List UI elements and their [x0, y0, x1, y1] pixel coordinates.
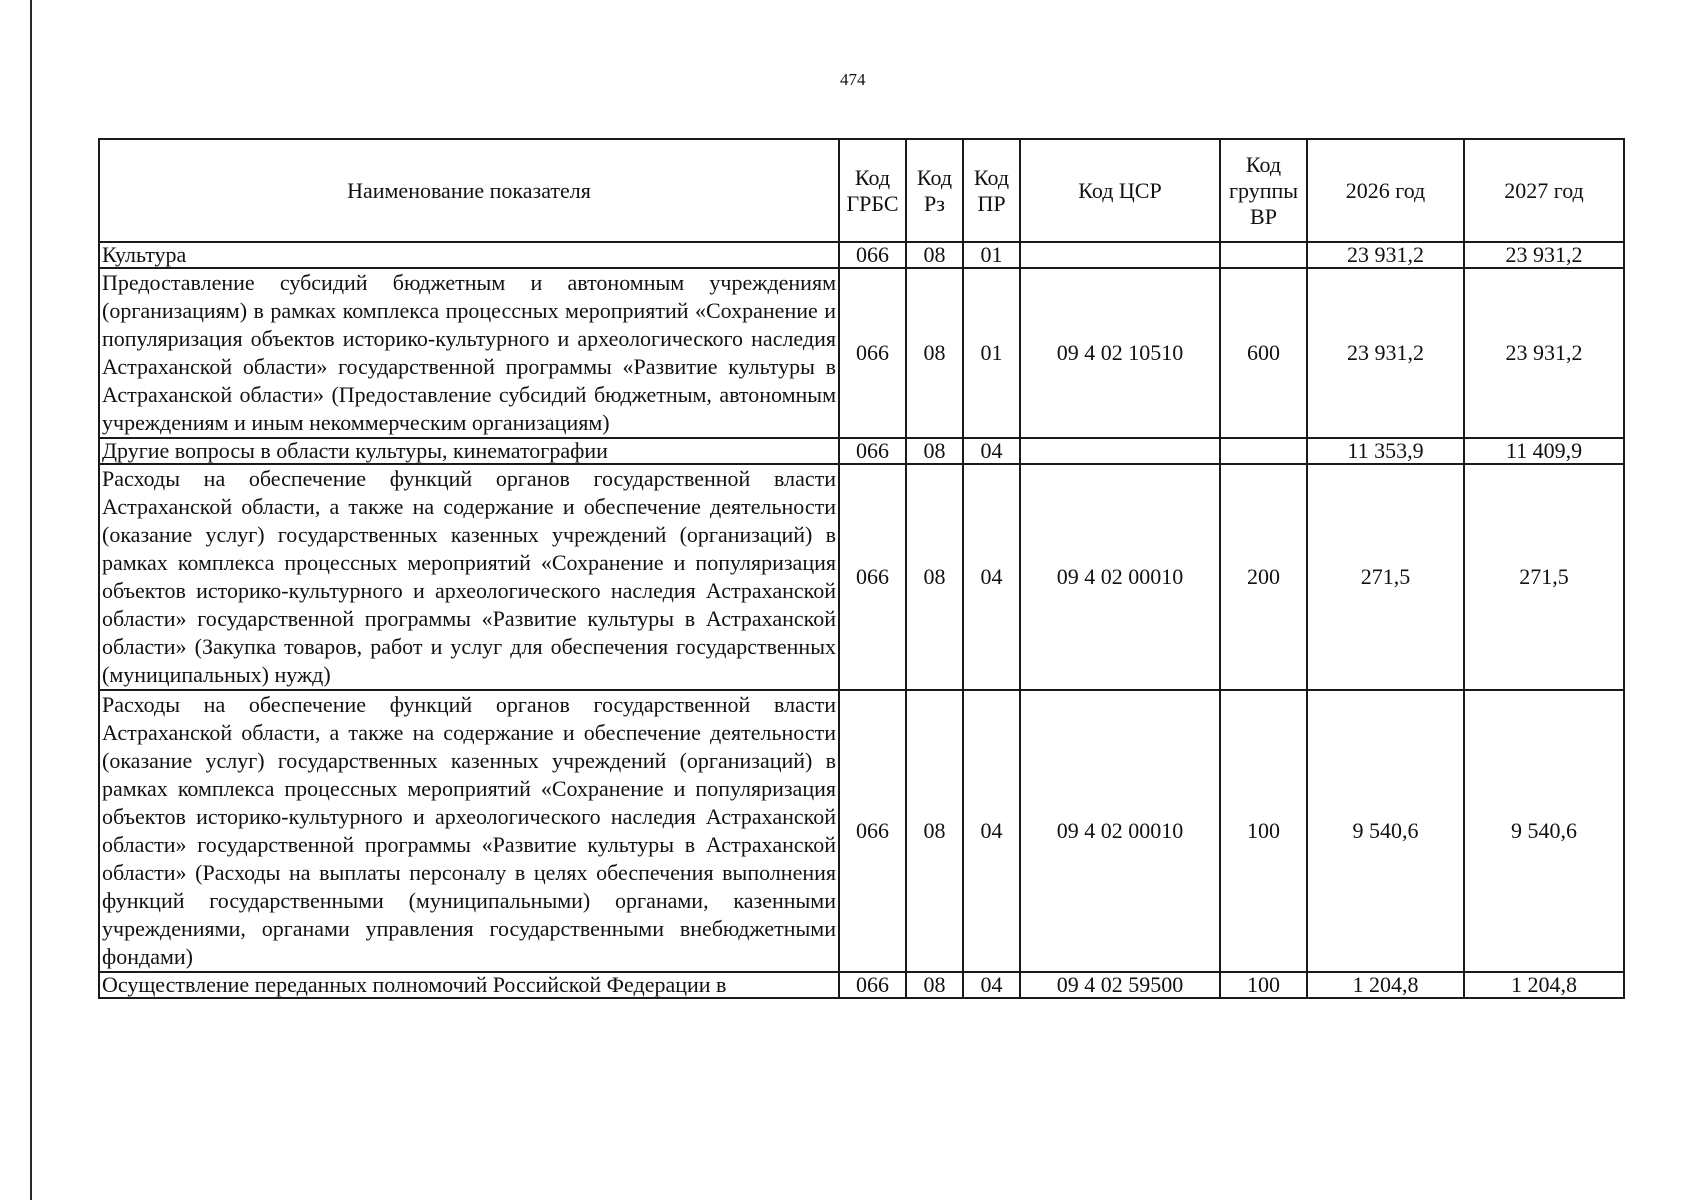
row-grbs: 066	[839, 972, 906, 998]
row-csr: 09 4 02 00010	[1020, 464, 1220, 690]
row-2027: 1 204,8	[1464, 972, 1624, 998]
table-header-row	[99, 139, 1624, 242]
row-pr: 01	[963, 268, 1020, 438]
row-rz: 08	[906, 268, 963, 438]
row-vr: 600	[1220, 268, 1307, 438]
table-row	[99, 972, 1624, 998]
row-name: Другие вопросы в области культуры, кинематографии	[99, 438, 839, 464]
row-pr: 04	[963, 438, 1020, 464]
row-rz: 08	[906, 972, 963, 998]
row-2027: 23 931,2	[1464, 268, 1624, 438]
scan-edge-line	[30, 0, 32, 1200]
header-grbs: Код ГРБС	[839, 139, 906, 242]
row-name: Расходы на обеспечение функций органов государственной власти Астраханской области, а также на содержание и обеспечение деятельности (оказание услуг) государственных казенных учреждений (организаций) в рамках комплекса процессных мероприятий «Сохранение и популяризация объектов историко-культурного и археологического наследия Астраханской области» государственной программы «Развитие культуры в Астраханской области» (Закупка товаров, работ и услуг для обеспечения государственных (муниципальных) нужд)	[99, 464, 839, 690]
row-2027: 11 409,9	[1464, 438, 1624, 464]
row-grbs: 066	[839, 242, 906, 268]
row-vr: 200	[1220, 464, 1307, 690]
table-row	[99, 464, 1624, 690]
row-2027: 271,5	[1464, 464, 1624, 690]
row-name: Осуществление переданных полномочий Российской Федерации в	[99, 972, 839, 998]
row-pr: 04	[963, 690, 1020, 972]
row-csr: 09 4 02 00010	[1020, 690, 1220, 972]
header-vr: Код группы ВР	[1220, 139, 1307, 242]
row-grbs: 066	[839, 268, 906, 438]
row-2026: 9 540,6	[1307, 690, 1464, 972]
row-vr	[1220, 438, 1307, 464]
row-vr: 100	[1220, 972, 1307, 998]
row-2026: 11 353,9	[1307, 438, 1464, 464]
header-name: Наименование показателя	[99, 139, 839, 242]
row-grbs: 066	[839, 690, 906, 972]
row-2027: 9 540,6	[1464, 690, 1624, 972]
header-csr: Код ЦСР	[1020, 139, 1220, 242]
budget-table	[98, 138, 1625, 999]
row-2026: 23 931,2	[1307, 242, 1464, 268]
row-grbs: 066	[839, 464, 906, 690]
row-rz: 08	[906, 464, 963, 690]
row-pr: 04	[963, 464, 1020, 690]
row-rz: 08	[906, 690, 963, 972]
row-name: Культура	[99, 242, 839, 268]
row-2026: 1 204,8	[1307, 972, 1464, 998]
row-vr: 100	[1220, 690, 1307, 972]
row-name: Расходы на обеспечение функций органов государственной власти Астраханской области, а также на содержание и обеспечение деятельности (оказание услуг) государственных казенных учреждений (организаций) в рамках комплекса процессных мероприятий «Сохранение и популяризация объектов историко-культурного и археологического наследия Астраханской области» государственной программы «Развитие культуры в Астраханской области» (Расходы на выплаты персоналу в целях обеспечения выполнения функций государственными (муниципальными) органами, казенными учреждениями, органами управления государственными внебюджетными фондами)	[99, 690, 839, 972]
row-rz: 08	[906, 242, 963, 268]
header-pr: Код ПР	[963, 139, 1020, 242]
table-row	[99, 438, 1624, 464]
row-csr: 09 4 02 10510	[1020, 268, 1220, 438]
header-2027: 2027 год	[1464, 139, 1624, 242]
header-2026: 2026 год	[1307, 139, 1464, 242]
table-row	[99, 268, 1624, 438]
row-2026: 23 931,2	[1307, 268, 1464, 438]
row-2027: 23 931,2	[1464, 242, 1624, 268]
table-row	[99, 690, 1624, 972]
row-2026: 271,5	[1307, 464, 1464, 690]
row-pr: 01	[963, 242, 1020, 268]
row-grbs: 066	[839, 438, 906, 464]
row-vr	[1220, 242, 1307, 268]
page-number: 474	[840, 70, 866, 89]
row-csr	[1020, 242, 1220, 268]
row-name: Предоставление субсидий бюджетным и автономным учреждениям (организациям) в рамках комплекса процессных мероприятий «Сохранение и популяризация объектов историко-культурного и археологического наследия Астраханской области» государственной программы «Развитие культуры в Астраханской области» (Предоставление субсидий бюджетным, автономным учреждениям и иным некоммерческим организациям)	[99, 268, 839, 438]
header-rz: Код Рз	[906, 139, 963, 242]
table-row	[99, 242, 1624, 268]
row-csr	[1020, 438, 1220, 464]
row-pr: 04	[963, 972, 1020, 998]
row-rz: 08	[906, 438, 963, 464]
row-csr: 09 4 02 59500	[1020, 972, 1220, 998]
